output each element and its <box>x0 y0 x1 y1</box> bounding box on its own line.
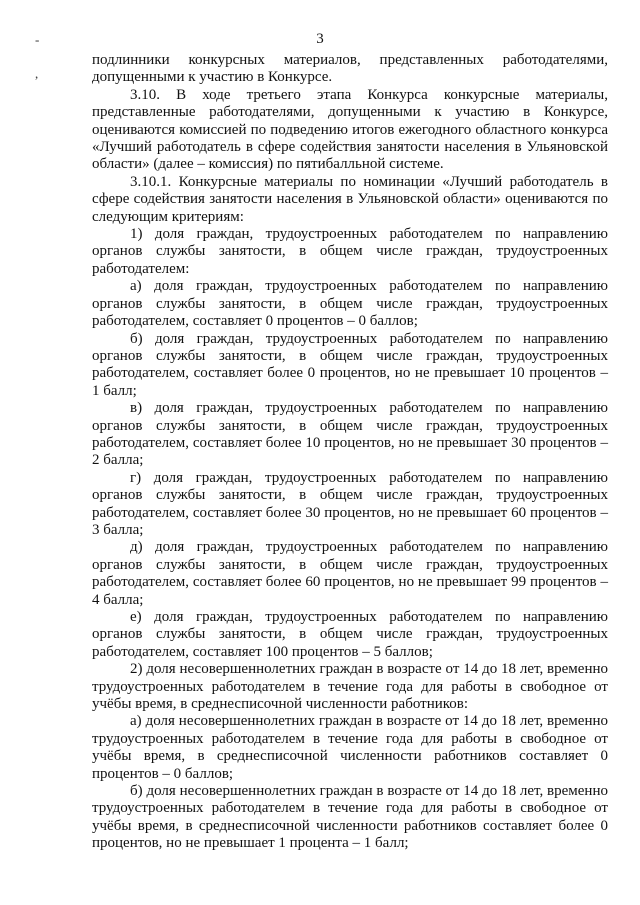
paragraph-3-10-1: 3.10.1. Конкурсные материалы по номинации «Лучший работодатель в сфере содействия занятости населения в Ульяновской области» оцениваются по следующим критериям: <box>92 173 608 225</box>
page-number: 3 <box>316 31 324 47</box>
criterion-1-g: г) доля граждан, трудоустроенных работодателем по направлению органов службы занятости, в общем числе граждан, трудоустроенных работодателем, составляет более 30 процентов, но не превышает 60 процентов – 3 балла; <box>92 469 608 538</box>
paragraph-3-10: 3.10. В ходе третьего этапа Конкурса конкурсные материалы, представленные работодателями, допущенными к участию в Конкурсе, оцениваются комиссией по подведению итогов ежегодного областного конкурса «Лучший работодатель в сфере содействия занятости населения в Ульяновской области» (далее – комиссия) по пятибалльной системе. <box>92 86 608 173</box>
margin-mark: , <box>35 66 39 81</box>
criterion-1-a: а) доля граждан, трудоустроенных работодателем по направлению органов службы занятости, в общем числе граждан, трудоустроенных работодателем, составляет 0 процентов – 0 баллов; <box>92 278 608 330</box>
criterion-1-v: в) доля граждан, трудоустроенных работодателем по направлению органов службы занятости, в общем числе граждан, трудоустроенных работодателем, составляет более 10 процентов, но не превышает 30 процентов – 2 балла; <box>92 400 608 469</box>
criterion-2-a: а) доля несовершеннолетних граждан в возрасте от 14 до 18 лет, временно трудоустроенных работодателем в течение года для работы в свободное от учёбы время, в среднесписочной численности работников составляет 0 процентов – 0 баллов; <box>92 713 608 782</box>
criterion-1-d: д) доля граждан, трудоустроенных работодателем по направлению органов службы занятости, в общем числе граждан, трудоустроенных работодателем, составляет более 60 процентов, но не превышает 99 процентов – 4 балла; <box>92 539 608 608</box>
criterion-1: 1) доля граждан, трудоустроенных работодателем по направлению органов службы занятости, в общем числе граждан, трудоустроенных работодателем: <box>92 226 608 277</box>
criterion-2-b: б) доля несовершеннолетних граждан в возрасте от 14 до 18 лет, временно трудоустроенных работодателем в течение года для работы в свободное от учёбы время, в среднесписочной численности работников составляет более 0 процентов, но не превышает 1 процента – 1 балл; <box>92 783 608 852</box>
paragraph-continuation: подлинники конкурсных материалов, представленных работодателями, допущенными к участию в Конкурсе. <box>92 52 608 86</box>
criterion-2: 2) доля несовершеннолетних граждан в возрасте от 14 до 18 лет, временно трудоустроенных работодателем в течение года для работы в свободное от учёбы время, в среднесписочной численности работников: <box>92 661 608 713</box>
criterion-1-e: е) доля граждан, трудоустроенных работодателем по направлению органов службы занятости, в общем числе граждан, трудоустроенных работодателем, составляет 100 процентов – 5 баллов; <box>92 609 608 660</box>
document-body <box>92 52 608 853</box>
criterion-1-b: б) доля граждан, трудоустроенных работодателем по направлению органов службы занятости, в общем числе граждан, трудоустроенных работодателем, составляет более 0 процентов, но не превышает 10 процентов – 1 балл; <box>92 330 608 399</box>
margin-mark: - <box>35 32 40 47</box>
